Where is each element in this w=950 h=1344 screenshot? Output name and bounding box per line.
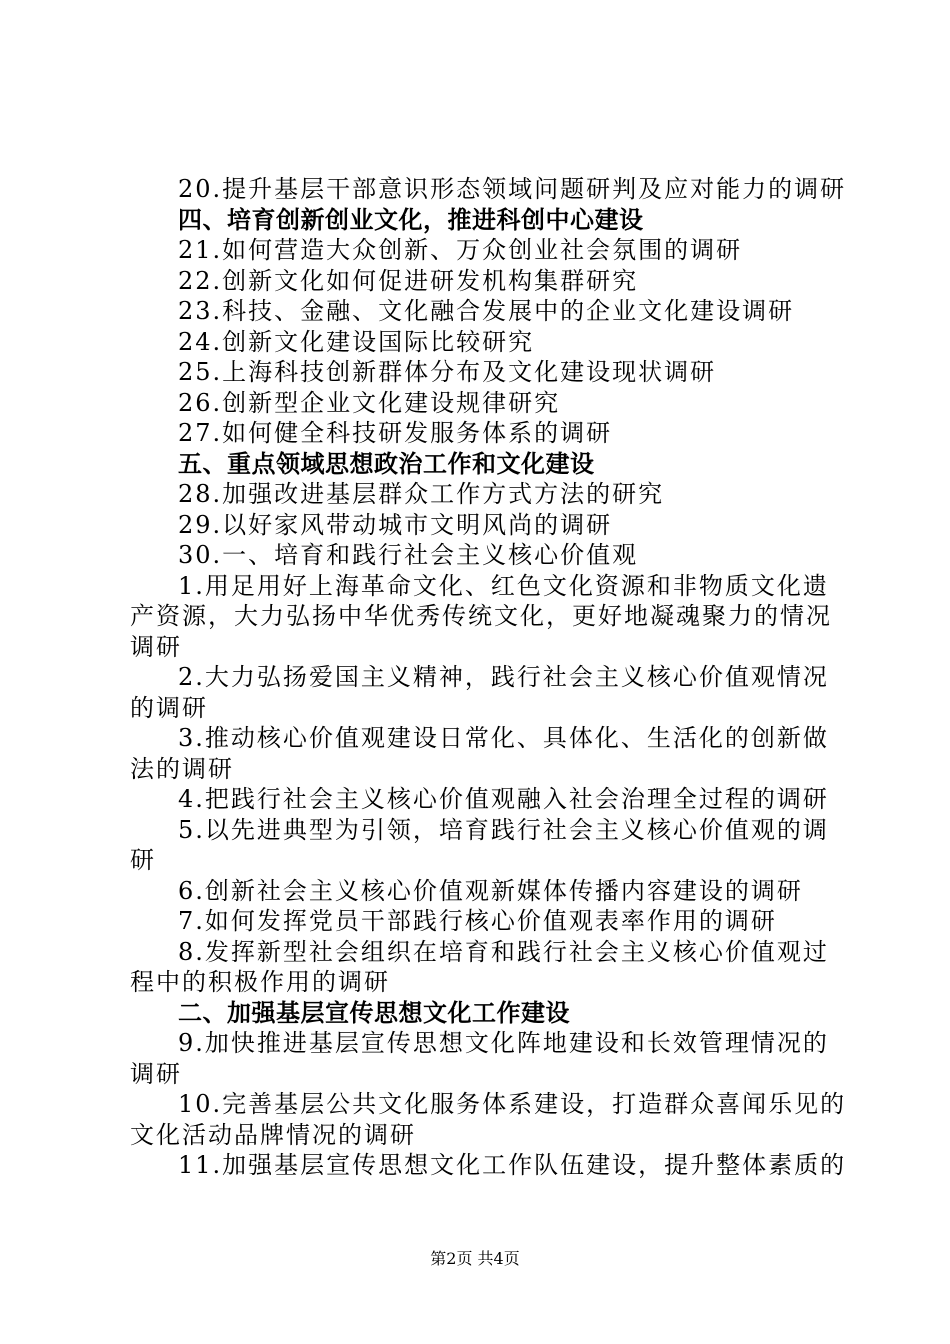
text-line-continuation: 的调研	[130, 693, 208, 722]
list-item: 29.以好家风带动城市文明风尚的调研	[178, 510, 613, 539]
list-item: 10.完善基层公共文化服务体系建设，打造群众喜闻乐见的	[178, 1090, 847, 1118]
list-item: 20.提升基层干部意识形态领域问题研判及应对能力的调研	[178, 175, 847, 203]
list-item: 3.推动核心价值观建设日常化、具体化、生活化的创新做	[178, 724, 829, 752]
text-line-continuation: 法的调研	[130, 754, 234, 783]
list-item: 2.大力弘扬爱国主义精神，践行社会主义核心价值观情况	[178, 663, 829, 691]
list-item: 4.把践行社会主义核心价值观融入社会治理全过程的调研	[178, 785, 829, 813]
text-line-continuation: 研	[130, 846, 156, 874]
list-item: 22.创新文化如何促进研发机构集群研究	[178, 266, 639, 295]
list-item: 26.创新型企业文化建设规律研究	[178, 388, 561, 417]
list-item: 5.以先进典型为引领，培育践行社会主义核心价值观的调	[178, 815, 829, 844]
section-heading: 二、加强基层宣传思想文化工作建设	[178, 998, 570, 1027]
list-item: 7.如何发挥党员干部践行核心价值观表率作用的调研	[178, 907, 777, 935]
list-item: 1.用足用好上海革命文化、红色文化资源和非物质文化遗	[178, 571, 829, 600]
list-item: 25.上海科技创新群体分布及文化建设现状调研	[178, 358, 717, 386]
list-item: 28.加强改进基层群众工作方式方法的研究	[178, 480, 665, 508]
section-heading: 四、培育创新创业文化，推进科创中心建设	[178, 205, 644, 234]
list-item: 8.发挥新型社会组织在培育和践行社会主义核心价值观过	[178, 937, 829, 966]
list-item: 9.加快推进基层宣传思想文化阵地建设和长效管理情况的	[178, 1029, 829, 1057]
text-line-continuation: 调研	[130, 1059, 182, 1088]
text-line-continuation: 调研	[130, 632, 182, 661]
text-line-continuation: 文化活动品牌情况的调研	[130, 1120, 416, 1149]
page-footer: 第2页 共4页	[430, 1249, 520, 1268]
list-item: 23.科技、金融、文化融合发展中的企业文化建设调研	[178, 297, 795, 325]
list-item: 27.如何健全科技研发服务体系的调研	[178, 419, 613, 447]
list-item: 30.一、培育和践行社会主义核心价值观	[178, 541, 639, 569]
list-item: 6.创新社会主义核心价值观新媒体传播内容建设的调研	[178, 876, 803, 905]
list-item: 11.加强基层宣传思想文化工作队伍建设，提升整体素质的	[178, 1151, 847, 1179]
document-body	[130, 174, 847, 1181]
text-line-continuation: 程中的积极作用的调研	[130, 968, 390, 996]
text-line-continuation: 产资源，大力弘扬中华优秀传统文化，更好地凝魂聚力的情况	[130, 602, 832, 630]
list-item: 21.如何营造大众创新、万众创业社会氛围的调研	[178, 236, 743, 264]
section-heading: 五、重点领域思想政治工作和文化建设	[178, 449, 595, 478]
list-item: 24.创新文化建设国际比较研究	[178, 327, 535, 356]
